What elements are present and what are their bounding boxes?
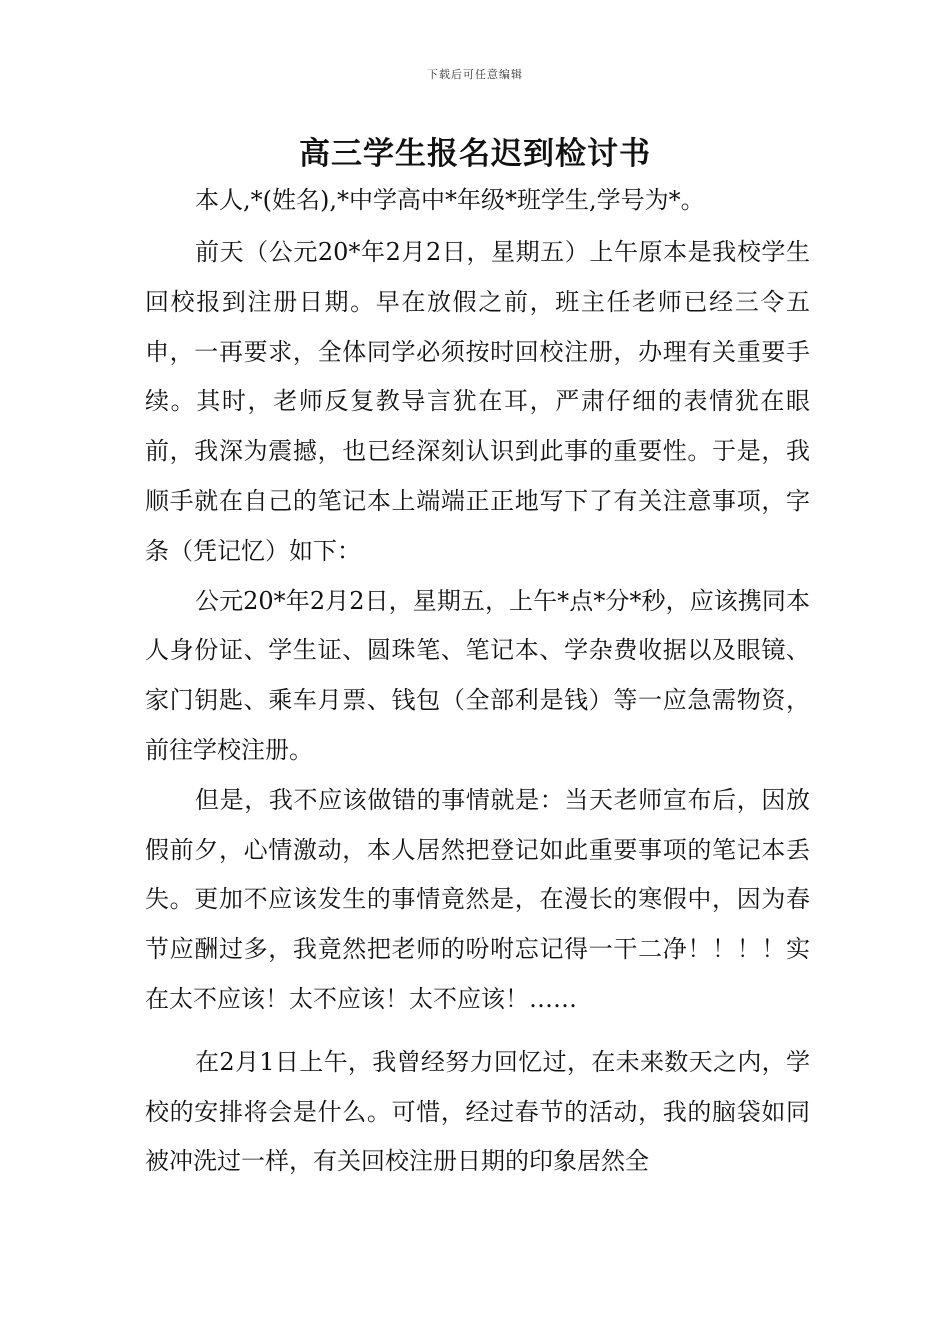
paragraph-recollection: 在2月1日上午，我曾经努力回忆过，在未来数天之内，学校的安排将会是什么。可惜，经过春节的活动，我的脑袋如同被冲洗过一样，有关回校注册日期的印象居然全 bbox=[145, 1047, 810, 1176]
paragraph-background: 前天（公元20*年2月2日，星期五）上午原本是我校学生回校报到注册日期。早在放假之前，班主任老师已经三令五申，一再要求，全体同学必须按时回校注册，办理有关重要手续。其时，老师反复教导言犹在耳，严肃仔细的表情犹在眼前，我深为震撼，也已经深刻认识到此事的重要性。于是，我顺手就在自己的笔记本上端端正正地写下了有关注意事项，字条（凭记忆）如下： bbox=[145, 238, 810, 565]
paragraph-mistake: 但是，我不应该做错的事情就是：当天老师宣布后，因放假前夕，心情激动，本人居然把登记如此重要事项的笔记本丢失。更加不应该发生的事情竟然是，在漫长的寒假中，因为春节应酬过多，我竟然把老师的吩咐忘记得一干二净！！！！实在太不应该！太不应该！太不应该！…… bbox=[145, 785, 810, 1013]
paragraph-identity: 本人,*(姓名),*中学高中*年级*班学生,学号为*。 bbox=[195, 186, 705, 214]
header-note: 下载后可任意编辑 bbox=[427, 68, 523, 81]
paragraph-note-content: 公元20*年2月2日，星期五，上午*点*分*秒，应该携同本人身份证、学生证、圆珠笔、笔记本、学杂费收据以及眼镜、家门钥匙、乘车月票、钱包（全部利是钱）等一应急需物资，前往学校注册。 bbox=[145, 586, 810, 764]
document-title: 高三学生报名迟到检讨书 bbox=[299, 136, 651, 172]
document-body bbox=[145, 178, 810, 1187]
